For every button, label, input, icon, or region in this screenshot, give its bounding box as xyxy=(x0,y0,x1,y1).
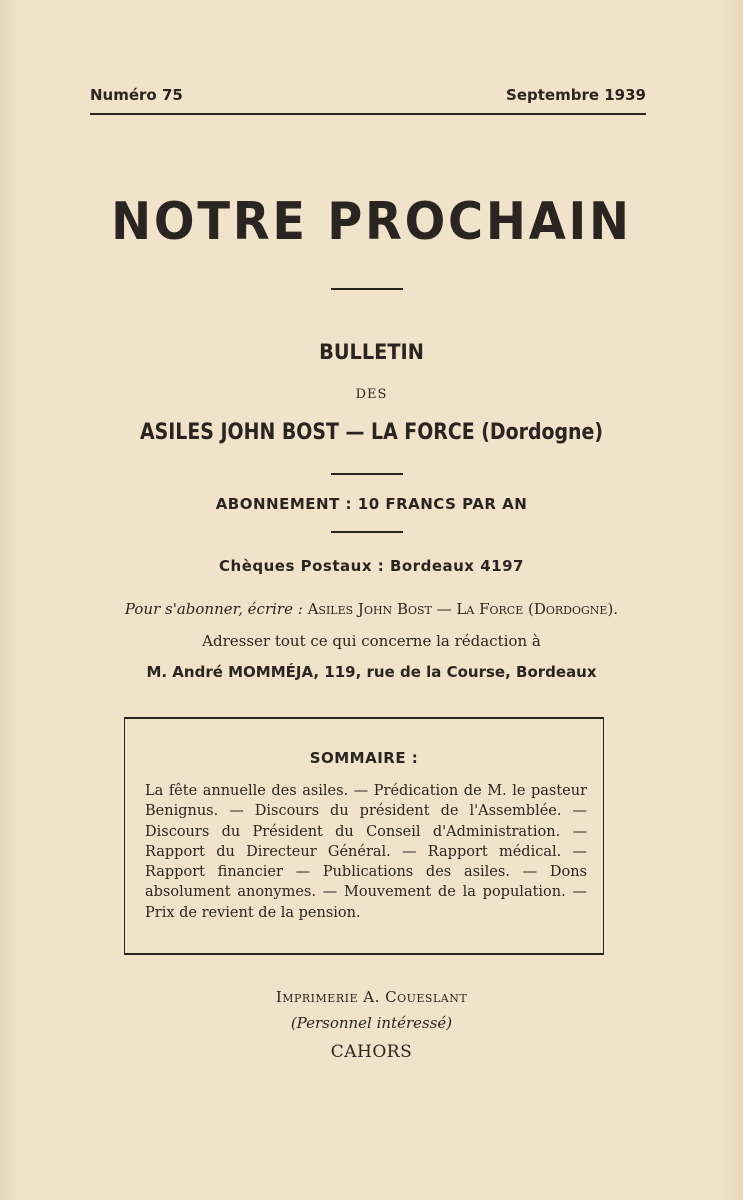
header-rule xyxy=(90,113,646,115)
printer-name: Imprimerie A. Coueslant xyxy=(275,988,468,1006)
issue-date: Septembre 1939 xyxy=(506,86,646,104)
subscription-price: ABONNEMENT : 10 FRANCS PAR AN xyxy=(215,495,528,513)
subscribe-address: Asiles John Bost — La Force (Dordogne). xyxy=(307,600,619,618)
editor-address: M. André MOMMÉJA, 119, rue de la Course, Bordeaux xyxy=(146,663,597,681)
institution-name: ASILES JOHN BOST — LA FORCE (Dordogne) xyxy=(139,420,603,445)
subscribe-lead: Pour s'abonner, écrire : xyxy=(124,600,303,618)
subscribe-instructions xyxy=(0,600,743,618)
issue-header xyxy=(90,86,646,104)
publication-title: NOTRE PROCHAIN xyxy=(111,192,632,252)
bulletin-label: BULLETIN xyxy=(319,340,424,364)
issue-number: Numéro 75 xyxy=(90,86,183,104)
summary-heading: SOMMAIRE : xyxy=(309,749,419,767)
price-divider xyxy=(331,531,403,533)
postal-cheques: Chèques Postaux : Bordeaux 4197 xyxy=(219,557,524,575)
institution-divider xyxy=(331,473,403,475)
editorial-note: Adresser tout ce qui concerne la rédaction à xyxy=(202,632,541,650)
summary-box xyxy=(124,717,604,955)
title-divider xyxy=(331,288,403,290)
printer-city: CAHORS xyxy=(330,1042,413,1062)
printer-note: (Personnel intéressé) xyxy=(290,1014,453,1032)
des-label: DES xyxy=(355,387,388,402)
summary-text: La fête annuelle des asiles. — Prédication de M. le pasteur Benignus. — Discours du président de l'Assemblée. — Discours du Président du Conseil d'Administration. — Rapport du Directeur Général. — Rapport médical. — Rapport financier — Publications des asiles. — Dons absolument anonymes. — Mouvement de la population. — Prix de revient de la pension. xyxy=(145,783,587,921)
